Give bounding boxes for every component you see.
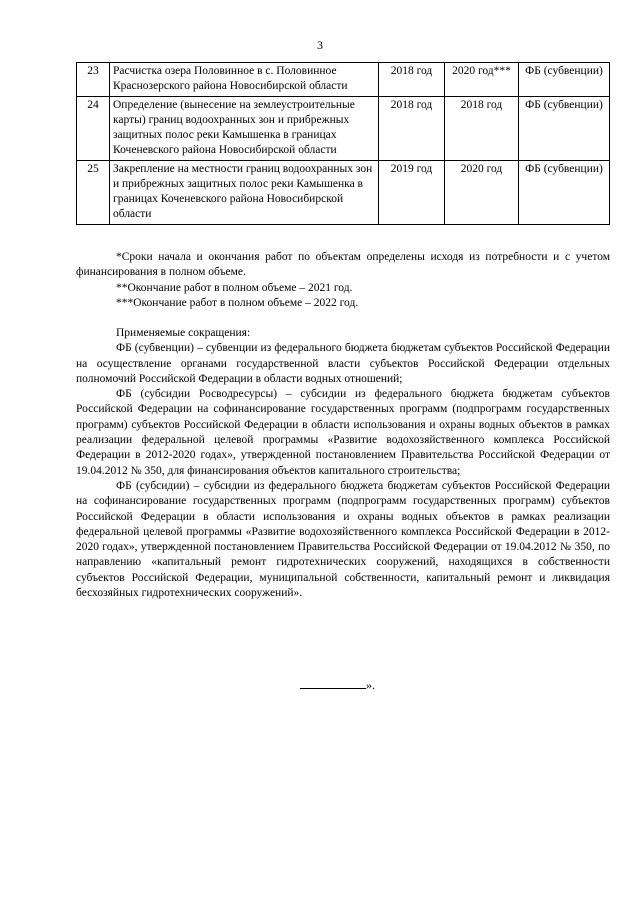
closing-quote: ». — [366, 678, 375, 692]
footnote-1: *Сроки начала и окончания работ по объектам определены исходя из потребности и с учетом финансирования в полном объеме. — [76, 251, 610, 279]
closing-line — [300, 677, 375, 693]
start-year: 2019 год — [379, 161, 445, 225]
works-table — [76, 62, 610, 225]
funding-source: ФБ (субвенции) — [519, 63, 610, 97]
row-number: 25 — [77, 161, 110, 225]
abbreviations-heading: Применяемые сокращения: — [116, 327, 251, 339]
table-row — [77, 161, 610, 225]
signature-underline — [300, 677, 366, 689]
abbreviation-paragraph: ФБ (субсидии) – субсидии из федерального бюджета бюджетам субъектов Российской Федерации на софинансирование государственных программ (подпрограмм государственных программ) субъектов Российской Федерации в области использования и охраны водных объектов в рамках реализации федеральной целевой программы «Развитие водохозяйственного комплекса Российской Федерации в 2012-2020 годах», утвержденной постановлением Правительства Российской Федерации от 19.04.2012 № 350, по направлению «капитальный ремонт гидротехнических сооружений, находящихся в собственности субъектов Российской Федерации, муниципальной собственности, капитальный ремонт и ликвидация бесхозяйных гидротехнических сооружений». — [76, 479, 610, 600]
row-number: 23 — [77, 63, 110, 97]
table-row — [77, 63, 610, 97]
footnote-3: ***Окончание работ в полном объеме – 2022 год. — [116, 296, 359, 309]
page-number: 3 — [317, 38, 323, 52]
funding-source: ФБ (субвенции) — [519, 97, 610, 161]
end-year: 2018 год — [445, 97, 519, 161]
end-year: 2020 год — [445, 161, 519, 225]
work-name: Расчистка озера Половинное в с. Половинное Краснозерского района Новосибирской области — [110, 63, 379, 97]
footnotes — [76, 250, 610, 311]
abbreviations-section — [76, 326, 610, 601]
end-year: 2020 год*** — [445, 63, 519, 97]
funding-source: ФБ (субвенции) — [519, 161, 610, 225]
table-row — [77, 97, 610, 161]
work-name: Определение (вынесение на землеустроительные карты) границ водоохранных зон и прибрежных защитных полос реки Камышенка в границах Коченевского района Новосибирской области — [110, 97, 379, 161]
row-number: 24 — [77, 97, 110, 161]
work-name: Закрепление на местности границ водоохранных зон и прибрежных защитных полос реки Камышенка в границах Коченевского района Новосибирской области — [110, 161, 379, 225]
abbreviation-paragraph: ФБ (субсидии Росводресурсы) – субсидии из федерального бюджета бюджетам субъектов Российской Федерации на софинансирование государственных программ (подпрограмм государственных программ) субъектов Российской Федерации в области использования и охраны водных объектов в рамках реализации федеральной целевой программы «Развитие водохозяйственного комплекса Российской Федерации в 2012-2020 годах», утвержденной постановлением Правительства Российской Федерации от 19.04.2012 № 350, для финансирования объектов капитального строительства; — [76, 388, 610, 477]
abbreviation-paragraph: ФБ (субвенции) – субвенции из федерального бюджета бюджетам субъектов Российской Федерации на осуществление органами государственной власти субъектов Российской Федерации отдельных полномочий Российской Федерации в области водных отношений; — [76, 342, 610, 385]
start-year: 2018 год — [379, 97, 445, 161]
footnote-2: **Окончание работ в полном объеме – 2021 год. — [116, 281, 353, 294]
start-year: 2018 год — [379, 63, 445, 97]
